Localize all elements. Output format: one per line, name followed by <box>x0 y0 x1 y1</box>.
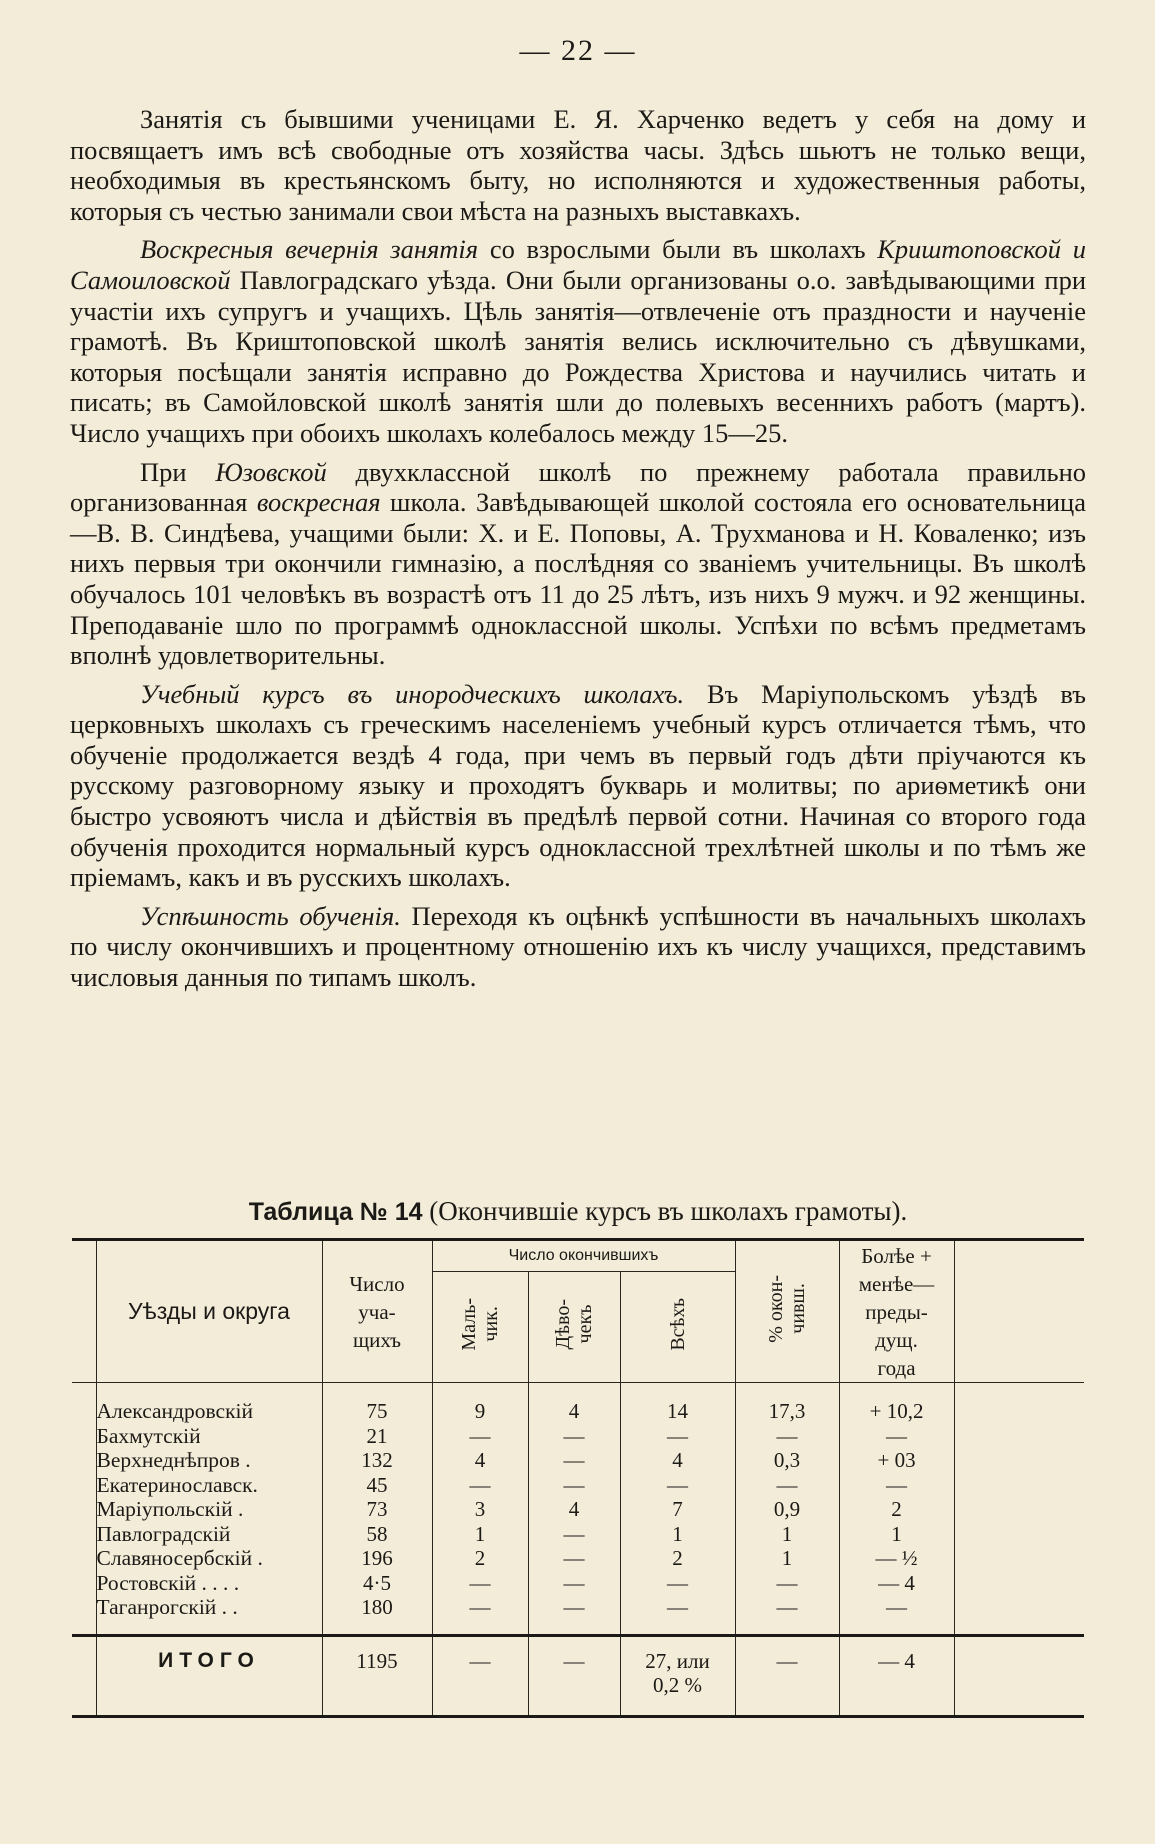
table-row <box>72 1571 1084 1596</box>
page-number: — 22 — <box>519 34 637 67</box>
row-margin <box>72 1522 96 1547</box>
table-row <box>72 1497 1084 1522</box>
header-percent-text: % окон- чивш. <box>765 1274 810 1343</box>
cell-district: Бахмутскій <box>96 1424 322 1449</box>
table-row <box>72 1595 1084 1635</box>
row-margin <box>72 1383 96 1424</box>
text-run: Юзовской <box>215 456 327 487</box>
totals-total: 27, или 0,2 % <box>620 1635 735 1716</box>
header-students <box>322 1240 432 1383</box>
cell-percent: 1 <box>735 1546 839 1571</box>
totals-boys: — <box>432 1635 528 1716</box>
cell-girls: — <box>528 1595 620 1635</box>
cell-girls: 4 <box>528 1497 620 1522</box>
row-margin <box>72 1473 96 1498</box>
cell-boys: 9 <box>432 1383 528 1424</box>
cell-girls: 4 <box>528 1383 620 1424</box>
cell-students: 58 <box>322 1522 432 1547</box>
cell-girls: — <box>528 1571 620 1596</box>
paragraph-yuzovka-school <box>70 457 1086 671</box>
cell-district: Таганрогскій . . <box>96 1595 322 1635</box>
row-end <box>954 1424 1084 1449</box>
row-end <box>954 1383 1084 1424</box>
graduates-table <box>72 1238 1084 1718</box>
text-run: Павлоградскаго уѣзда. Они были организованы о.о. завѣдывающими при участіи ихъ супругъ и учащихъ. Цѣль занятія—отвлеченіе отъ праздности и наученіе грамотѣ. Въ Криштоповской школѣ занятія велись исключительно съ дѣвушками, которыя посѣщали занятія исправно до Рождества Христова и научились читать и писать; въ Самойловской школѣ занятія шли до полевыхъ весеннихъ работъ (мартъ). Число учащихъ при обоихъ школахъ колебалось между 15—25. <box>70 264 1086 448</box>
table-title <box>70 1196 1086 1227</box>
cell-total: 2 <box>620 1546 735 1571</box>
cell-percent: — <box>735 1473 839 1498</box>
table-row <box>72 1473 1084 1498</box>
cell-district: Павлоградскій <box>96 1522 322 1547</box>
cell-change: — <box>839 1595 954 1635</box>
table-body <box>72 1383 1084 1717</box>
header-students-text: Число уча- щихъ <box>349 1271 405 1352</box>
cell-percent: 0,9 <box>735 1497 839 1522</box>
row-end <box>954 1595 1084 1635</box>
row-end <box>954 1473 1084 1498</box>
header-change <box>839 1240 954 1383</box>
totals-girls: — <box>528 1635 620 1716</box>
row-margin <box>72 1424 96 1449</box>
row-end <box>954 1546 1084 1571</box>
cell-district: Александровскій <box>96 1383 322 1424</box>
cell-district: Маріупольскій . <box>96 1497 322 1522</box>
cell-students: 73 <box>322 1497 432 1522</box>
cell-students: 132 <box>322 1448 432 1473</box>
cell-girls: — <box>528 1448 620 1473</box>
header-change-text: Болѣе + менѣе— преды- дущ. года <box>858 1243 935 1380</box>
totals-change: — 4 <box>839 1635 954 1716</box>
cell-students: 75 <box>322 1383 432 1424</box>
text-run: Воскресныя вечернія занятія <box>140 234 479 265</box>
row-margin <box>72 1595 96 1635</box>
cell-percent: — <box>735 1424 839 1449</box>
row-end <box>954 1571 1084 1596</box>
table-title-label: Таблица № 14 <box>248 1198 423 1226</box>
text-run: воскресная <box>256 487 381 518</box>
paragraph-learning-success <box>70 901 1086 993</box>
cell-change: — 4 <box>839 1571 954 1596</box>
totals-students: 1195 <box>322 1635 432 1716</box>
table-row <box>72 1448 1084 1473</box>
row-margin <box>72 1571 96 1596</box>
paragraph-home-sewing <box>70 104 1086 226</box>
row-end <box>954 1522 1084 1547</box>
header-girls <box>528 1272 620 1383</box>
cell-change: + 10,2 <box>839 1383 954 1424</box>
cell-total: 14 <box>620 1383 735 1424</box>
cell-boys: 1 <box>432 1522 528 1547</box>
paragraph-sunday-classes <box>70 234 1086 448</box>
cell-change: 2 <box>839 1497 954 1522</box>
header-graduated-group: Число окончившихъ <box>432 1240 735 1272</box>
row-margin <box>72 1448 96 1473</box>
cell-change: 1 <box>839 1522 954 1547</box>
totals-label: ИТОГО <box>96 1635 322 1716</box>
cell-district: Ростовскій . . . . <box>96 1571 322 1596</box>
cell-percent: — <box>735 1571 839 1596</box>
header-district: Уѣзды и округа <box>96 1240 322 1383</box>
cell-girls: — <box>528 1473 620 1498</box>
text-run: Учебный курсъ въ инородческихъ школахъ. <box>140 678 685 709</box>
cell-percent: 0,3 <box>735 1448 839 1473</box>
cell-students: 196 <box>322 1546 432 1571</box>
cell-total: — <box>620 1473 735 1498</box>
cell-girls: — <box>528 1546 620 1571</box>
text-run: двухклассной школѣ по прежнему работала правильно организованная <box>70 456 1086 518</box>
table-left-margin <box>72 1240 96 1383</box>
row-margin <box>72 1546 96 1571</box>
cell-change: — <box>839 1473 954 1498</box>
cell-girls: — <box>528 1522 620 1547</box>
cell-total: — <box>620 1595 735 1635</box>
cell-boys: — <box>432 1473 528 1498</box>
cell-students: 180 <box>322 1595 432 1635</box>
cell-change: — ½ <box>839 1546 954 1571</box>
table-row <box>72 1522 1084 1547</box>
cell-boys: — <box>432 1571 528 1596</box>
totals-row <box>72 1635 1084 1716</box>
cell-total: — <box>620 1571 735 1596</box>
cell-change: + 03 <box>839 1448 954 1473</box>
header-boys <box>432 1272 528 1383</box>
text-run: Криштоповской и Самоиловской <box>70 234 1086 295</box>
header-girls-text: Дѣво- чекъ <box>552 1298 596 1350</box>
table-row <box>72 1424 1084 1449</box>
cell-boys: — <box>432 1595 528 1635</box>
body-text <box>70 104 1086 1001</box>
header-percent <box>735 1240 839 1383</box>
cell-district: Славяносербскій . <box>96 1546 322 1571</box>
table-row <box>72 1546 1084 1571</box>
cell-percent: 17,3 <box>735 1383 839 1424</box>
row-margin <box>72 1497 96 1522</box>
cell-percent: — <box>735 1595 839 1635</box>
row-end <box>954 1635 1084 1716</box>
cell-boys: 2 <box>432 1546 528 1571</box>
header-boys-text: Маль- чик. <box>458 1297 502 1351</box>
cell-total: 7 <box>620 1497 735 1522</box>
header-total-text: Всѣхъ <box>666 1297 689 1351</box>
row-end <box>954 1448 1084 1473</box>
text-run: Занятія съ бывшими ученицами Е. Я. Харченко ведетъ у себя на дому и посвящаетъ имъ всѣ свободные отъ хозяйства часы. Здѣсь шьютъ не только вещи, необходимыя въ крестьянскомъ быту, но исполняются и художественныя работы, которыя съ честью занимали свои мѣста на разныхъ выставкахъ. <box>70 104 1086 226</box>
text-run: Переходя къ оцѣнкѣ успѣшности въ начальныхъ школахъ по числу окончившихъ и процентному отношенію ихъ къ числу учащихся, представимъ числовыя данныя по типамъ школъ. <box>70 900 1086 993</box>
cell-district: Верхнеднѣпров . <box>96 1448 322 1473</box>
cell-boys: 4 <box>432 1448 528 1473</box>
table-row <box>72 1383 1084 1424</box>
cell-boys: 3 <box>432 1497 528 1522</box>
text-run: Въ Маріупольскомъ уѣздѣ въ церковныхъ школахъ съ греческимъ населеніемъ учебный курсъ отличается тѣмъ, что обученіе продолжается вездѣ 4 года, при чемъ въ первый годъ дѣти пріучаются къ русскому разговорному языку и проходятъ букварь и молитвы; по ариѳметикѣ они быстро усвояютъ числа и дѣйствія въ предѣлѣ первой сотни. Начиная со второго года обученія проходится нормальный курсъ одноклассной трехлѣтней школы и по тѣмъ же пріемамъ, какъ и въ русскихъ школахъ. <box>70 678 1086 893</box>
cell-girls: — <box>528 1424 620 1449</box>
cell-students: 45 <box>322 1473 432 1498</box>
cell-students: 21 <box>322 1424 432 1449</box>
table-right-margin <box>954 1240 1084 1383</box>
cell-total: 4 <box>620 1448 735 1473</box>
cell-boys: — <box>432 1424 528 1449</box>
row-end <box>954 1497 1084 1522</box>
cell-total: — <box>620 1424 735 1449</box>
cell-total: 1 <box>620 1522 735 1547</box>
table-title-caption: (Окончившіе курсъ въ школахъ грамоты). <box>422 1196 908 1226</box>
text-run: школа. Завѣдывающей школой состояла его основательница—В. В. Синдѣева, учащими были: Х. и Е. Поповы, А. Трухманова и Н. Коваленко; изъ нихъ первыя три окончили гимназію, а послѣдняя со званіемъ учительницы. Въ школѣ обучалось 101 человѣкъ въ возрастѣ отъ 11 до 25 лѣтъ, изъ нихъ 9 мужч. и 92 женщины. Преподаваніе шло по программѣ одноклассной школы. Успѣхи по всѣмъ предметамъ вполнѣ удовлетворительны. <box>70 487 1086 671</box>
cell-students: 4·5 <box>322 1571 432 1596</box>
text-run: Успѣшность обученія. <box>140 900 401 931</box>
text-run: При <box>140 456 216 487</box>
text-run: со взрослыми были въ школахъ <box>478 234 878 265</box>
totals-percent: — <box>735 1635 839 1716</box>
cell-percent: 1 <box>735 1522 839 1547</box>
cell-district: Екатеринославск. <box>96 1473 322 1498</box>
paragraph-foreign-schools <box>70 679 1086 893</box>
cell-change: — <box>839 1424 954 1449</box>
header-total <box>620 1272 735 1383</box>
row-margin <box>72 1635 96 1716</box>
